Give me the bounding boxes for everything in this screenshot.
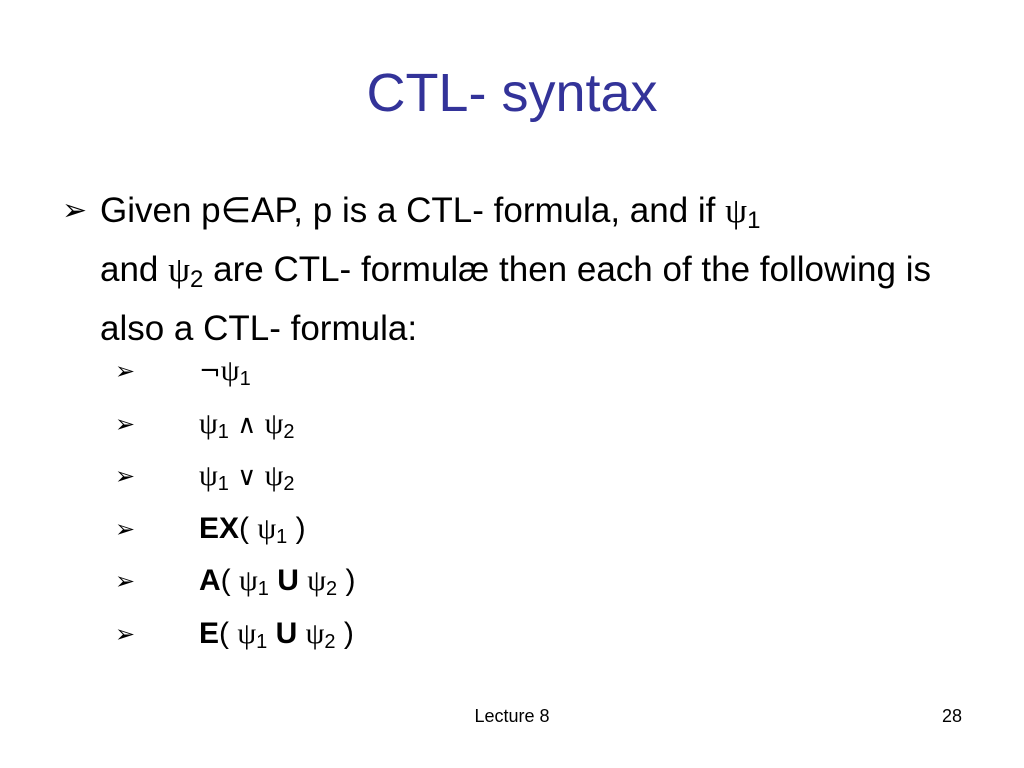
formula-a-until xyxy=(199,555,356,615)
footer-lecture: Lecture 8 xyxy=(474,706,550,726)
subscript: 2 xyxy=(283,473,295,495)
operator-a: A xyxy=(199,564,221,597)
formula-item xyxy=(115,398,715,451)
psi-symbol: ψ xyxy=(307,564,327,597)
arrow-bullet-icon: ➢ xyxy=(115,514,136,543)
psi-symbol: ψ xyxy=(220,354,240,387)
operator-until: U xyxy=(275,616,298,650)
subscript: 2 xyxy=(326,578,338,600)
formula-item xyxy=(115,345,715,398)
open-paren: ( xyxy=(220,564,239,597)
not-symbol: ¬ xyxy=(199,357,221,387)
arrow-bullet-icon: ➢ xyxy=(62,193,88,228)
arrow-bullet-icon: ➢ xyxy=(115,567,136,595)
arrow-bullet-icon: ➢ xyxy=(115,462,136,490)
subscript: 1 xyxy=(217,473,229,495)
psi-symbol: ψ xyxy=(199,459,218,492)
arrow-bullet-icon: ➢ xyxy=(115,409,136,438)
main-bullet-text xyxy=(62,186,962,353)
formula-disjunction xyxy=(199,450,295,510)
main-bullet xyxy=(62,186,962,353)
psi-symbol: ψ xyxy=(305,616,325,650)
formula-e-until xyxy=(199,608,354,668)
formula-item xyxy=(115,503,715,556)
subscript: 1 xyxy=(747,207,761,234)
subscript: 1 xyxy=(239,368,251,390)
formula-item xyxy=(115,555,715,608)
formula-ex xyxy=(199,503,306,563)
text-ap-clause: AP, p is a CTL- formula, and if xyxy=(251,191,726,230)
or-symbol: ∨ xyxy=(237,462,257,492)
text-given-p: Given p xyxy=(100,191,221,230)
arrow-bullet-icon: ➢ xyxy=(115,619,136,648)
open-paren: ( xyxy=(239,511,258,545)
operator-until: U xyxy=(277,564,299,597)
text-formulae-clause: are CTL- formulæ then each of the following is also a CTL- formula: xyxy=(100,250,931,348)
slide-number: 28 xyxy=(941,706,962,726)
formula-negation xyxy=(199,345,251,405)
formula-item xyxy=(115,608,715,661)
subscript: 1 xyxy=(256,630,268,653)
psi-symbol: ψ xyxy=(237,616,257,650)
formula-item xyxy=(115,450,715,503)
element-of-symbol: ∈ xyxy=(220,191,252,230)
close-paren: ) xyxy=(337,564,356,597)
subscript: 1 xyxy=(217,420,229,443)
psi-symbol: ψ xyxy=(264,406,284,440)
subscript: 2 xyxy=(190,266,204,293)
formula-conjunction xyxy=(199,398,295,458)
subscript: 2 xyxy=(324,630,336,653)
close-paren: ) xyxy=(335,616,354,650)
psi-symbol: ψ xyxy=(199,406,218,440)
open-paren: ( xyxy=(219,616,238,650)
formula-list xyxy=(115,345,715,660)
slide-title: CTL- syntax xyxy=(366,63,658,123)
operator-e: E xyxy=(199,616,220,650)
text-and: and xyxy=(100,250,169,289)
psi-symbol: ψ xyxy=(264,459,284,492)
psi-symbol: ψ xyxy=(168,250,191,289)
subscript: 1 xyxy=(257,578,269,600)
arrow-bullet-icon: ➢ xyxy=(115,357,136,385)
and-symbol: ∧ xyxy=(237,409,257,440)
subscript: 1 xyxy=(276,525,288,548)
psi-symbol: ψ xyxy=(257,511,277,545)
subscript: 2 xyxy=(283,420,295,443)
psi-symbol: ψ xyxy=(239,564,258,597)
operator-ex: EX xyxy=(199,511,240,545)
close-paren: ) xyxy=(287,511,306,545)
psi-symbol: ψ xyxy=(725,191,748,230)
